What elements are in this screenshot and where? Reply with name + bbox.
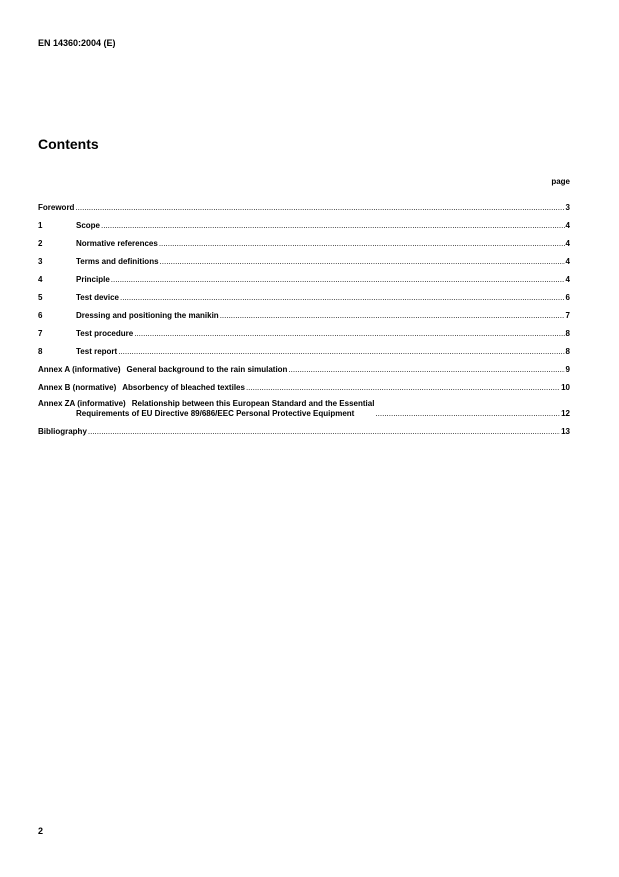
toc-entry-test-procedure[interactable] bbox=[38, 321, 570, 339]
dot-leader bbox=[246, 383, 560, 393]
toc-entry-annex-za[interactable] bbox=[38, 393, 570, 419]
dot-leader bbox=[120, 293, 565, 303]
contents-heading: Contents bbox=[38, 136, 99, 152]
toc-entry-dressing-and-positioning[interactable] bbox=[38, 303, 570, 321]
toc-entry-bibliography[interactable] bbox=[38, 419, 570, 437]
toc-page-number: 3 bbox=[565, 203, 570, 212]
toc-page-number: 13 bbox=[561, 427, 570, 436]
toc-entry-normative-references[interactable] bbox=[38, 231, 570, 249]
toc-page-number: 8 bbox=[565, 347, 570, 356]
dot-leader bbox=[101, 221, 565, 231]
toc-entry-label: Bibliography bbox=[38, 427, 87, 436]
toc-page-number: 9 bbox=[565, 365, 570, 374]
table-of-contents bbox=[38, 195, 570, 437]
annex-prefix: Annex B (normative) bbox=[38, 383, 117, 392]
toc-entry-label: Normative references bbox=[76, 239, 158, 248]
toc-entry-label: Dressing and positioning the manikin bbox=[76, 311, 219, 320]
toc-entry-label: Test procedure bbox=[76, 329, 134, 338]
toc-entry-scope[interactable] bbox=[38, 213, 570, 231]
toc-entry-label-group bbox=[38, 383, 245, 393]
annex-za-first-line bbox=[38, 399, 374, 409]
annex-title: General background to the rain simulation bbox=[126, 365, 288, 374]
dot-leader bbox=[375, 409, 560, 419]
toc-page-number: 4 bbox=[565, 221, 570, 230]
dot-leader bbox=[134, 329, 564, 339]
dot-leader bbox=[159, 239, 565, 249]
page-number: 2 bbox=[38, 826, 44, 836]
toc-page-number: 4 bbox=[565, 239, 570, 248]
annex-prefix: Annex ZA (informative) bbox=[38, 399, 126, 408]
annex-prefix: Annex A (informative) bbox=[38, 365, 121, 374]
toc-entry-label: Test device bbox=[76, 293, 119, 302]
dot-leader bbox=[88, 427, 560, 437]
dot-leader bbox=[220, 311, 565, 321]
toc-entry-terms-and-definitions[interactable] bbox=[38, 249, 570, 267]
toc-entry-test-device[interactable] bbox=[38, 285, 570, 303]
toc-entry-label-group bbox=[38, 365, 287, 375]
toc-section-number: 4 bbox=[38, 275, 43, 284]
toc-entry-label: Foreword bbox=[38, 203, 75, 212]
toc-section-number: 7 bbox=[38, 329, 43, 338]
toc-page-number: 6 bbox=[565, 293, 570, 302]
document-identifier: EN 14360:2004 (E) bbox=[38, 38, 116, 48]
toc-entry-test-report[interactable] bbox=[38, 339, 570, 357]
toc-page-number: 4 bbox=[565, 275, 570, 284]
dot-leader bbox=[111, 275, 565, 285]
dot-leader bbox=[288, 365, 564, 375]
toc-page-number: 12 bbox=[561, 409, 570, 418]
toc-entry-label-group bbox=[38, 399, 374, 419]
annex-title-line-2: Requirements of EU Directive 89/686/EEC Personal Protective Equipment bbox=[76, 409, 355, 418]
dot-leader bbox=[75, 203, 564, 213]
toc-entry-foreword[interactable] bbox=[38, 195, 570, 213]
toc-section-number: 1 bbox=[38, 221, 43, 230]
toc-section-number: 5 bbox=[38, 293, 43, 302]
dot-leader bbox=[160, 257, 565, 267]
toc-entry-label: Terms and definitions bbox=[76, 257, 159, 266]
toc-section-number: 2 bbox=[38, 239, 43, 248]
toc-page-number: 4 bbox=[565, 257, 570, 266]
annex-title: Absorbency of bleached textiles bbox=[122, 383, 245, 392]
page-column-label: page bbox=[551, 177, 570, 186]
toc-section-number: 3 bbox=[38, 257, 43, 266]
toc-page-number: 8 bbox=[565, 329, 570, 338]
toc-section-number: 6 bbox=[38, 311, 43, 320]
toc-page-number: 7 bbox=[565, 311, 570, 320]
toc-page-number: 10 bbox=[561, 383, 570, 392]
toc-entry-label: Scope bbox=[76, 221, 101, 230]
toc-entry-label: Principle bbox=[76, 275, 110, 284]
toc-entry-label: Test report bbox=[76, 347, 118, 356]
toc-section-number: 8 bbox=[38, 347, 43, 356]
toc-entry-annex-a[interactable] bbox=[38, 357, 570, 375]
dot-leader bbox=[118, 347, 564, 357]
toc-entry-annex-b[interactable] bbox=[38, 375, 570, 393]
annex-title-line-1: Relationship between this European Standard and the Essential bbox=[131, 399, 375, 408]
toc-entry-principle[interactable] bbox=[38, 267, 570, 285]
